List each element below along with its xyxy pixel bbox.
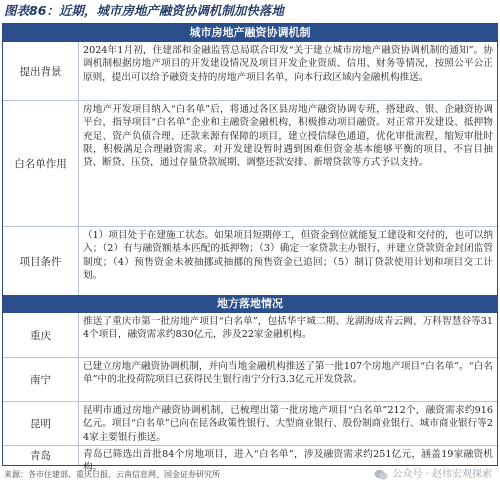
section-header-local: 地方落地情况 [3, 295, 497, 313]
table-row [3, 100, 497, 226]
section-header-mechanism: 城市房地产融资协调机制 [3, 24, 497, 42]
row-content: 已建立房地产融资协调机制，并向当地金融机构推送了第一批107个房地产项目“白名单”。“白名单”中的北投荷院项目已获得民生银行南宁分行3.3亿元开发贷款。 [83, 361, 493, 386]
row-content: 推送了重庆市第一批房地产项目“白名单”，包括华宇城二期、龙湖海成青云阙、万科智慧谷等314个项目，融资需求约830亿元，涉及22家金融机构。 [83, 316, 493, 341]
table-row [3, 357, 497, 401]
watermark [374, 466, 492, 484]
financing-mechanism-table [2, 23, 498, 474]
row-label: 南宁 [3, 358, 79, 401]
row-content: 昆明市通过房地产融资协调机制，已梳理出第一批房地产项目“白名单”212个，融资需求约916亿元。项目“白名单”已向在昆各政策性银行、大型商业银行、股份制商业银行、城市商业银行等24家主要银行推送。 [83, 405, 493, 443]
row-content: 青岛已筛选出首批84个房地项目，进入“白名单”，涉及融资需求约251亿元，涵盖19家融资机构。 [83, 449, 493, 474]
figure-title: 图表86：近期，城市房地产融资协调机制加快落地 [4, 3, 284, 18]
row-label: 昆明 [3, 402, 79, 445]
row-content: （1）项目处于在建施工状态。如果项目短期停工，但资金到位就能复工建设和交付的，也可以纳入；（2）有与融资额基本匹配的抵押物；（3）确定一家贷款主办银行，并建立贷款资金封闭监管制度；（4）预售资金未被抽挪或抽挪的预售资金已追回；（5）制订贷款使用计划和项目交工计划。 [83, 230, 493, 281]
table-row [3, 226, 497, 295]
watermark-text: 公众号 · 赵伟宏观探索 [392, 469, 492, 480]
row-label: 重庆 [3, 313, 79, 357]
row-label: 白名单作用 [3, 101, 79, 226]
source-note: 来源：各市住建部、重庆日报、云南信息网、国金证券研究所 [4, 470, 220, 479]
table-row [3, 313, 497, 357]
row-label: 青岛 [3, 446, 79, 465]
row-content: 2024年1月初，住建部和金融监管总局联合印发“关于建立城市房地产融资协调机制的通知”。协调机制根据房地产项目的开发建设情况及项目开发企业资质、信用、财务等情况，按照公平公正原则，提出可以给予融资支持的房地产项目名单，向本行政区域内金融机构推送。 [83, 45, 493, 83]
wechat-icon [374, 469, 388, 481]
row-label: 项目条件 [3, 227, 79, 295]
table-row [3, 401, 497, 445]
row-label: 提出背景 [3, 42, 79, 100]
table-row [3, 445, 497, 474]
row-content: 房地产开发项目纳入“白名单”后，将通过各区县房地产融资协调专班，搭建政、银、企融资协调平台，指导项目“白名单”企业和主融资金融机构，积极推动项目融资。对正常开发建设、抵押物充足、资产负债合理、还款来源有保障的项目，建立授信绿色通道，优化审批流程，缩短审批时限，积极满足合理融资需求。对开发建设暂时遇到困难但资金基本能够平衡的项目，不盲目抽贷、断贷、压贷，通过存量贷款展期、调整还款安排、新增贷款等方式予以支持。 [83, 104, 493, 169]
table-row [3, 42, 497, 100]
